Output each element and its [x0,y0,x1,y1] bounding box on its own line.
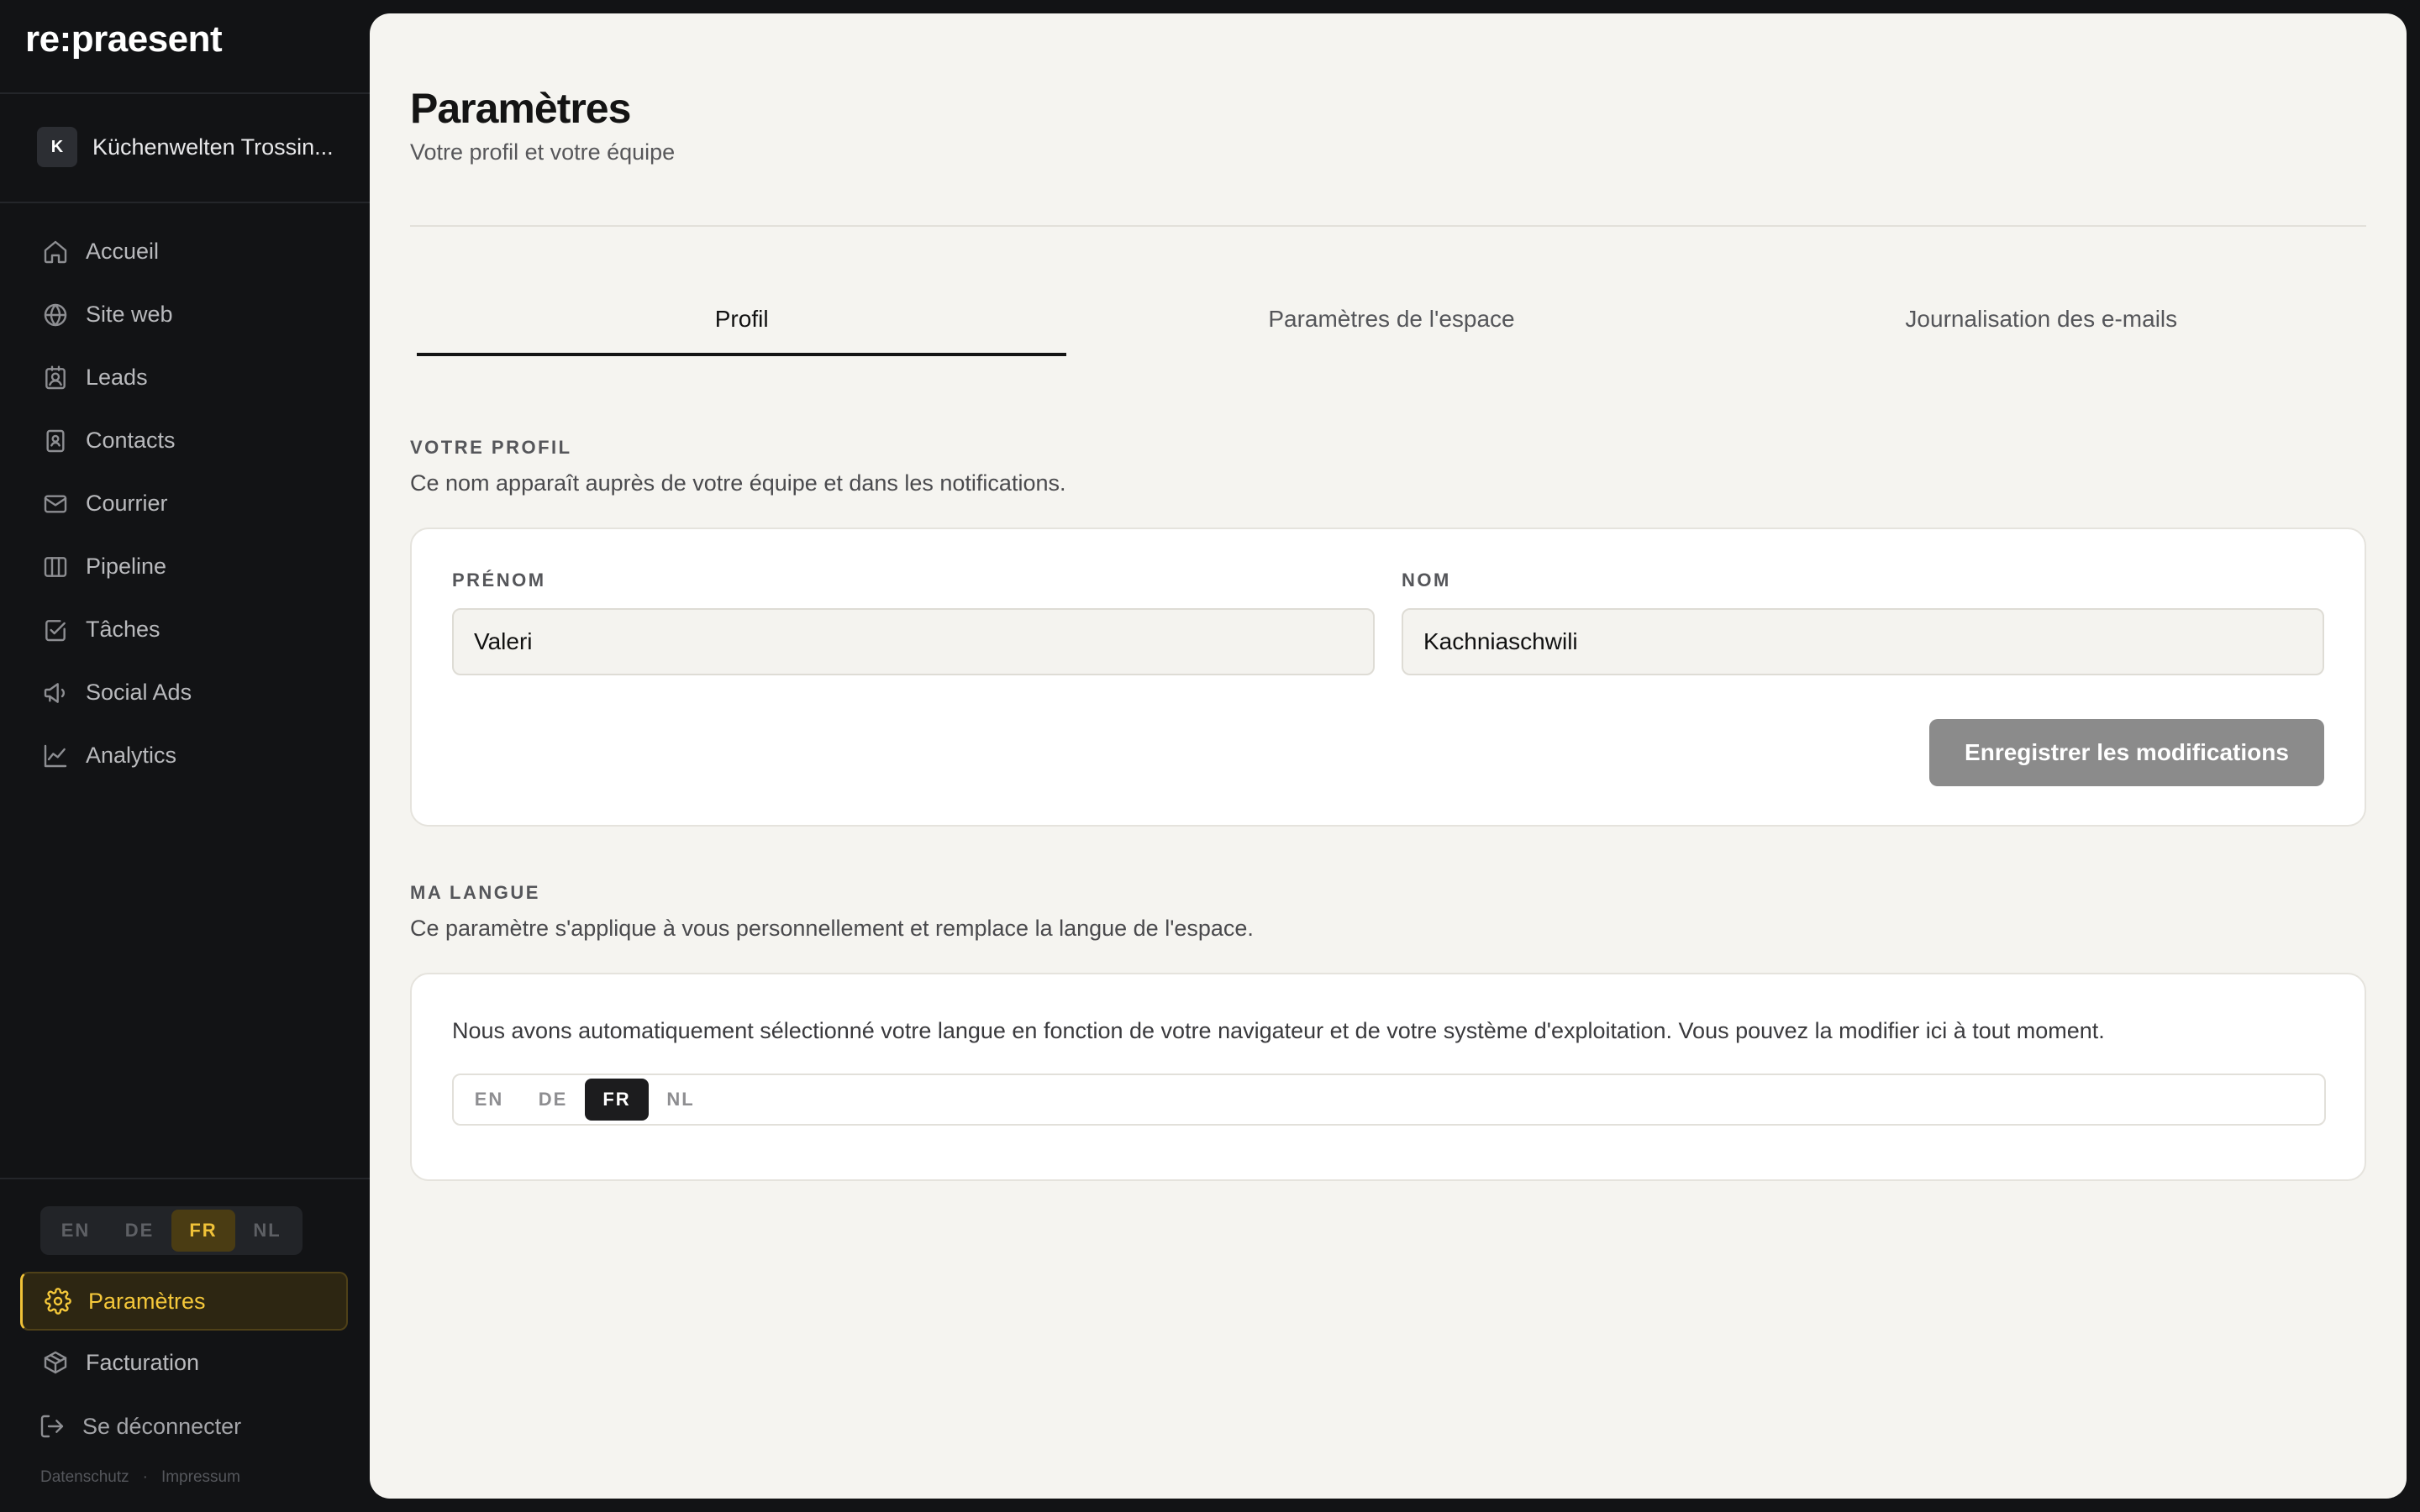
tab-profil[interactable]: Profil [417,282,1066,356]
line-chart-icon [42,743,69,769]
sidebar-item-label: Pipeline [86,554,167,579]
sidebar-language-switcher [40,1206,302,1255]
sidebar-footer [40,1468,240,1487]
sidebar-divider [0,202,370,203]
sidebar-item-social-ads[interactable] [20,661,348,724]
mail-icon [42,491,69,517]
language-section-label: MA LANGUE [410,882,540,903]
language-card [410,973,2366,1181]
logout-button[interactable] [20,1396,348,1457]
profile-card [410,528,2366,827]
package-icon [42,1349,69,1376]
sidebar-item-facturation[interactable] [20,1332,348,1393]
sidebar-item-accueil[interactable] [20,220,348,283]
sidebar-item-pipeline[interactable] [20,535,348,598]
sidebar-lang-de[interactable]: DE [124,1220,155,1241]
home-icon [42,239,69,265]
lang-option-fr[interactable]: FR [585,1079,649,1121]
sidebar-item-parametres[interactable] [20,1272,348,1331]
first-name-label: PRÉNOM [452,570,546,591]
lang-option-en[interactable]: EN [474,1089,504,1110]
last-name-field[interactable] [1402,608,2324,675]
sidebar-item-label: Courrier [86,491,168,516]
profile-section-desc: Ce nom apparaît auprès de votre équipe et dans les notifications. [410,470,1066,496]
sidebar-item-label: Analytics [86,743,177,768]
app-logo[interactable]: re:praesent [25,18,223,60]
last-name-label: NOM [1402,570,1451,591]
sidebar [0,0,370,1512]
sidebar-item-label: Leads [86,365,148,390]
footer-separator: · [142,1468,148,1486]
profile-section-label: VOTRE PROFIL [410,437,572,458]
megaphone-icon [42,680,69,706]
globe-icon [42,302,69,328]
settings-panel [370,13,2407,1499]
page-subtitle: Votre profil et votre équipe [410,139,676,165]
tab-journalisation-emails[interactable]: Journalisation des e-mails [1905,306,2178,332]
sidebar-divider [0,92,370,94]
sidebar-item-contacts[interactable] [20,409,348,472]
logout-icon [39,1413,66,1440]
header-divider [410,225,2366,227]
sidebar-item-label: Paramètres [88,1288,206,1314]
sidebar-item-label: Facturation [86,1349,200,1375]
lang-option-de[interactable]: DE [538,1089,568,1110]
privacy-link[interactable]: Datenschutz [40,1468,129,1486]
logout-label: Se déconnecter [82,1413,242,1439]
contact-badge-icon [42,365,69,391]
columns-icon [42,554,69,580]
sidebar-item-courrier[interactable] [20,472,348,535]
language-note: Nous avons automatiquement sélectionné votre langue en fonction de votre navigateur et de votre système d'exploitation. Vous pouvez la modifier ici à tout moment. [452,1018,2105,1043]
sidebar-lang-fr[interactable]: FR [171,1210,235,1252]
settings-tabs [417,282,2366,358]
sidebar-item-site-web[interactable] [20,283,348,346]
language-selector [452,1074,2326,1126]
first-name-field[interactable] [452,608,1375,675]
sidebar-item-label: Social Ads [86,680,192,705]
workspace-name: Küchenwelten Trossin... [92,134,334,160]
sidebar-item-analytics[interactable] [20,724,348,787]
sidebar-item-label: Tâches [86,617,160,642]
sidebar-item-label: Accueil [86,239,160,264]
sidebar-divider [0,1178,370,1179]
sidebar-item-label: Contacts [86,428,176,453]
gear-icon [45,1288,71,1315]
imprint-link[interactable]: Impressum [160,1468,240,1486]
sidebar-nav [20,220,348,787]
workspace-avatar: K [37,127,77,167]
workspace-switcher[interactable] [37,126,339,168]
save-button[interactable]: Enregistrer les modifications [1929,719,2324,786]
sidebar-lang-nl[interactable]: NL [253,1220,281,1241]
tab-parametres-espace[interactable]: Paramètres de l'espace [1268,306,1515,332]
sidebar-item-leads[interactable] [20,346,348,409]
address-book-icon [42,428,69,454]
sidebar-lang-en[interactable]: EN [60,1220,91,1241]
sidebar-item-taches[interactable] [20,598,348,661]
checkbox-icon [42,617,69,643]
lang-option-nl[interactable]: NL [666,1089,695,1110]
language-section-desc: Ce paramètre s'applique à vous personnellement et remplace la langue de l'espace. [410,916,1254,941]
page-title: Paramètres [410,85,631,132]
sidebar-item-label: Site web [86,302,173,327]
